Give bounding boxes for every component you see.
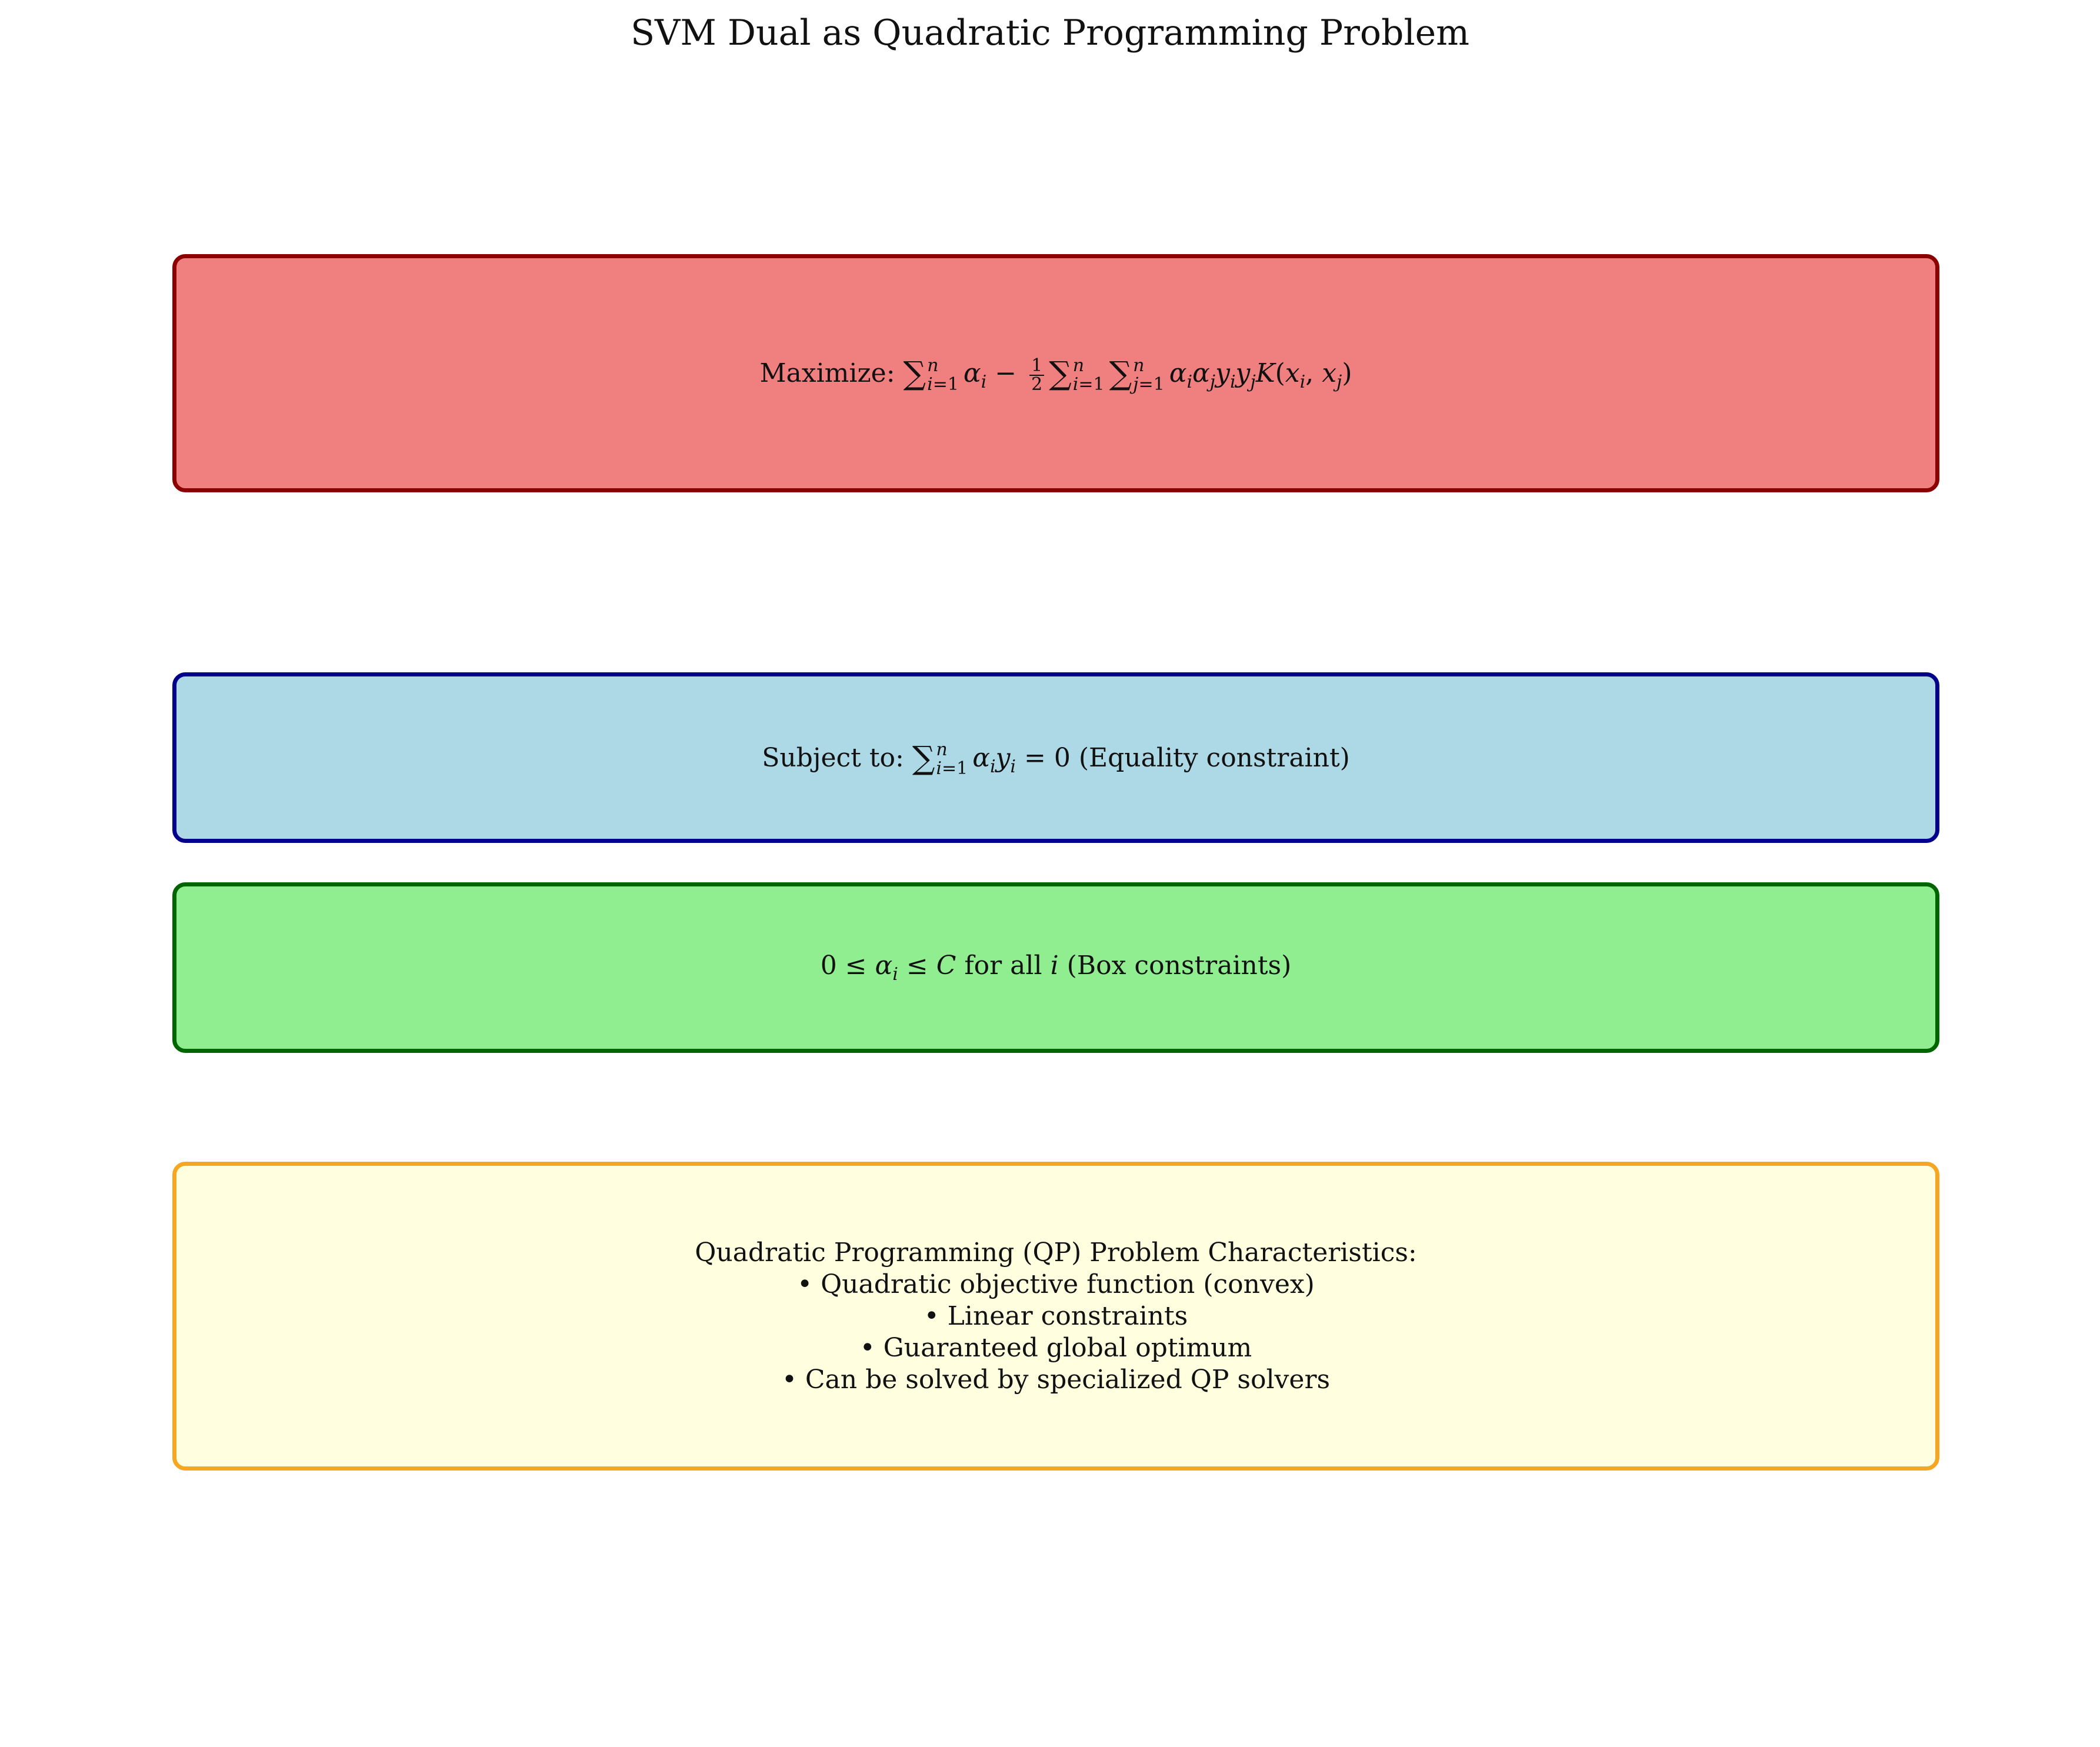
objective-prefix: Maximize: bbox=[759, 358, 895, 389]
equality-suffix: (Equality constraint) bbox=[1078, 742, 1350, 773]
box-constraint-box bbox=[172, 882, 1939, 1053]
equality-prefix: Subject to: bbox=[762, 742, 904, 773]
qp-bullet: • Guaranteed global optimum bbox=[859, 1332, 1252, 1363]
equality-formula: Subject to: ∑ n i=1 $\alpha_iy_i = 0$ (Equality constraint) bbox=[762, 739, 1350, 779]
diagram-title: SVM Dual as Quadratic Programming Problem bbox=[630, 12, 1470, 54]
qp-bullet: • Can be solved by specialized QP solvers bbox=[781, 1364, 1331, 1395]
box-formula: $0 \le \alpha_i \le C$ for all i (Box constraints) bbox=[820, 951, 1292, 985]
qp-heading: Quadratic Programming (QP) Problem Characteristics: bbox=[695, 1237, 1417, 1268]
qp-bullet: • Linear constraints bbox=[924, 1301, 1188, 1331]
box-suffix: (Box constraints) bbox=[1066, 951, 1292, 981]
qp-bullet: • Quadratic objective function (convex) bbox=[797, 1269, 1315, 1299]
qp-characteristics-box bbox=[172, 1162, 1939, 1471]
box-middle: for all bbox=[964, 951, 1042, 981]
equality-constraint-box bbox=[172, 672, 1939, 843]
objective-formula: Maximize: ∑ n i=1 $\alpha_i$ − $\frac{1}{2}$ ∑ n i=1 ∑ n j=1 $\alpha_i\alpha_jy_iy_jK(x_i$, $x_j$) bbox=[759, 355, 1352, 395]
qp-text bbox=[695, 1237, 1417, 1396]
objective-box bbox=[172, 254, 1939, 492]
